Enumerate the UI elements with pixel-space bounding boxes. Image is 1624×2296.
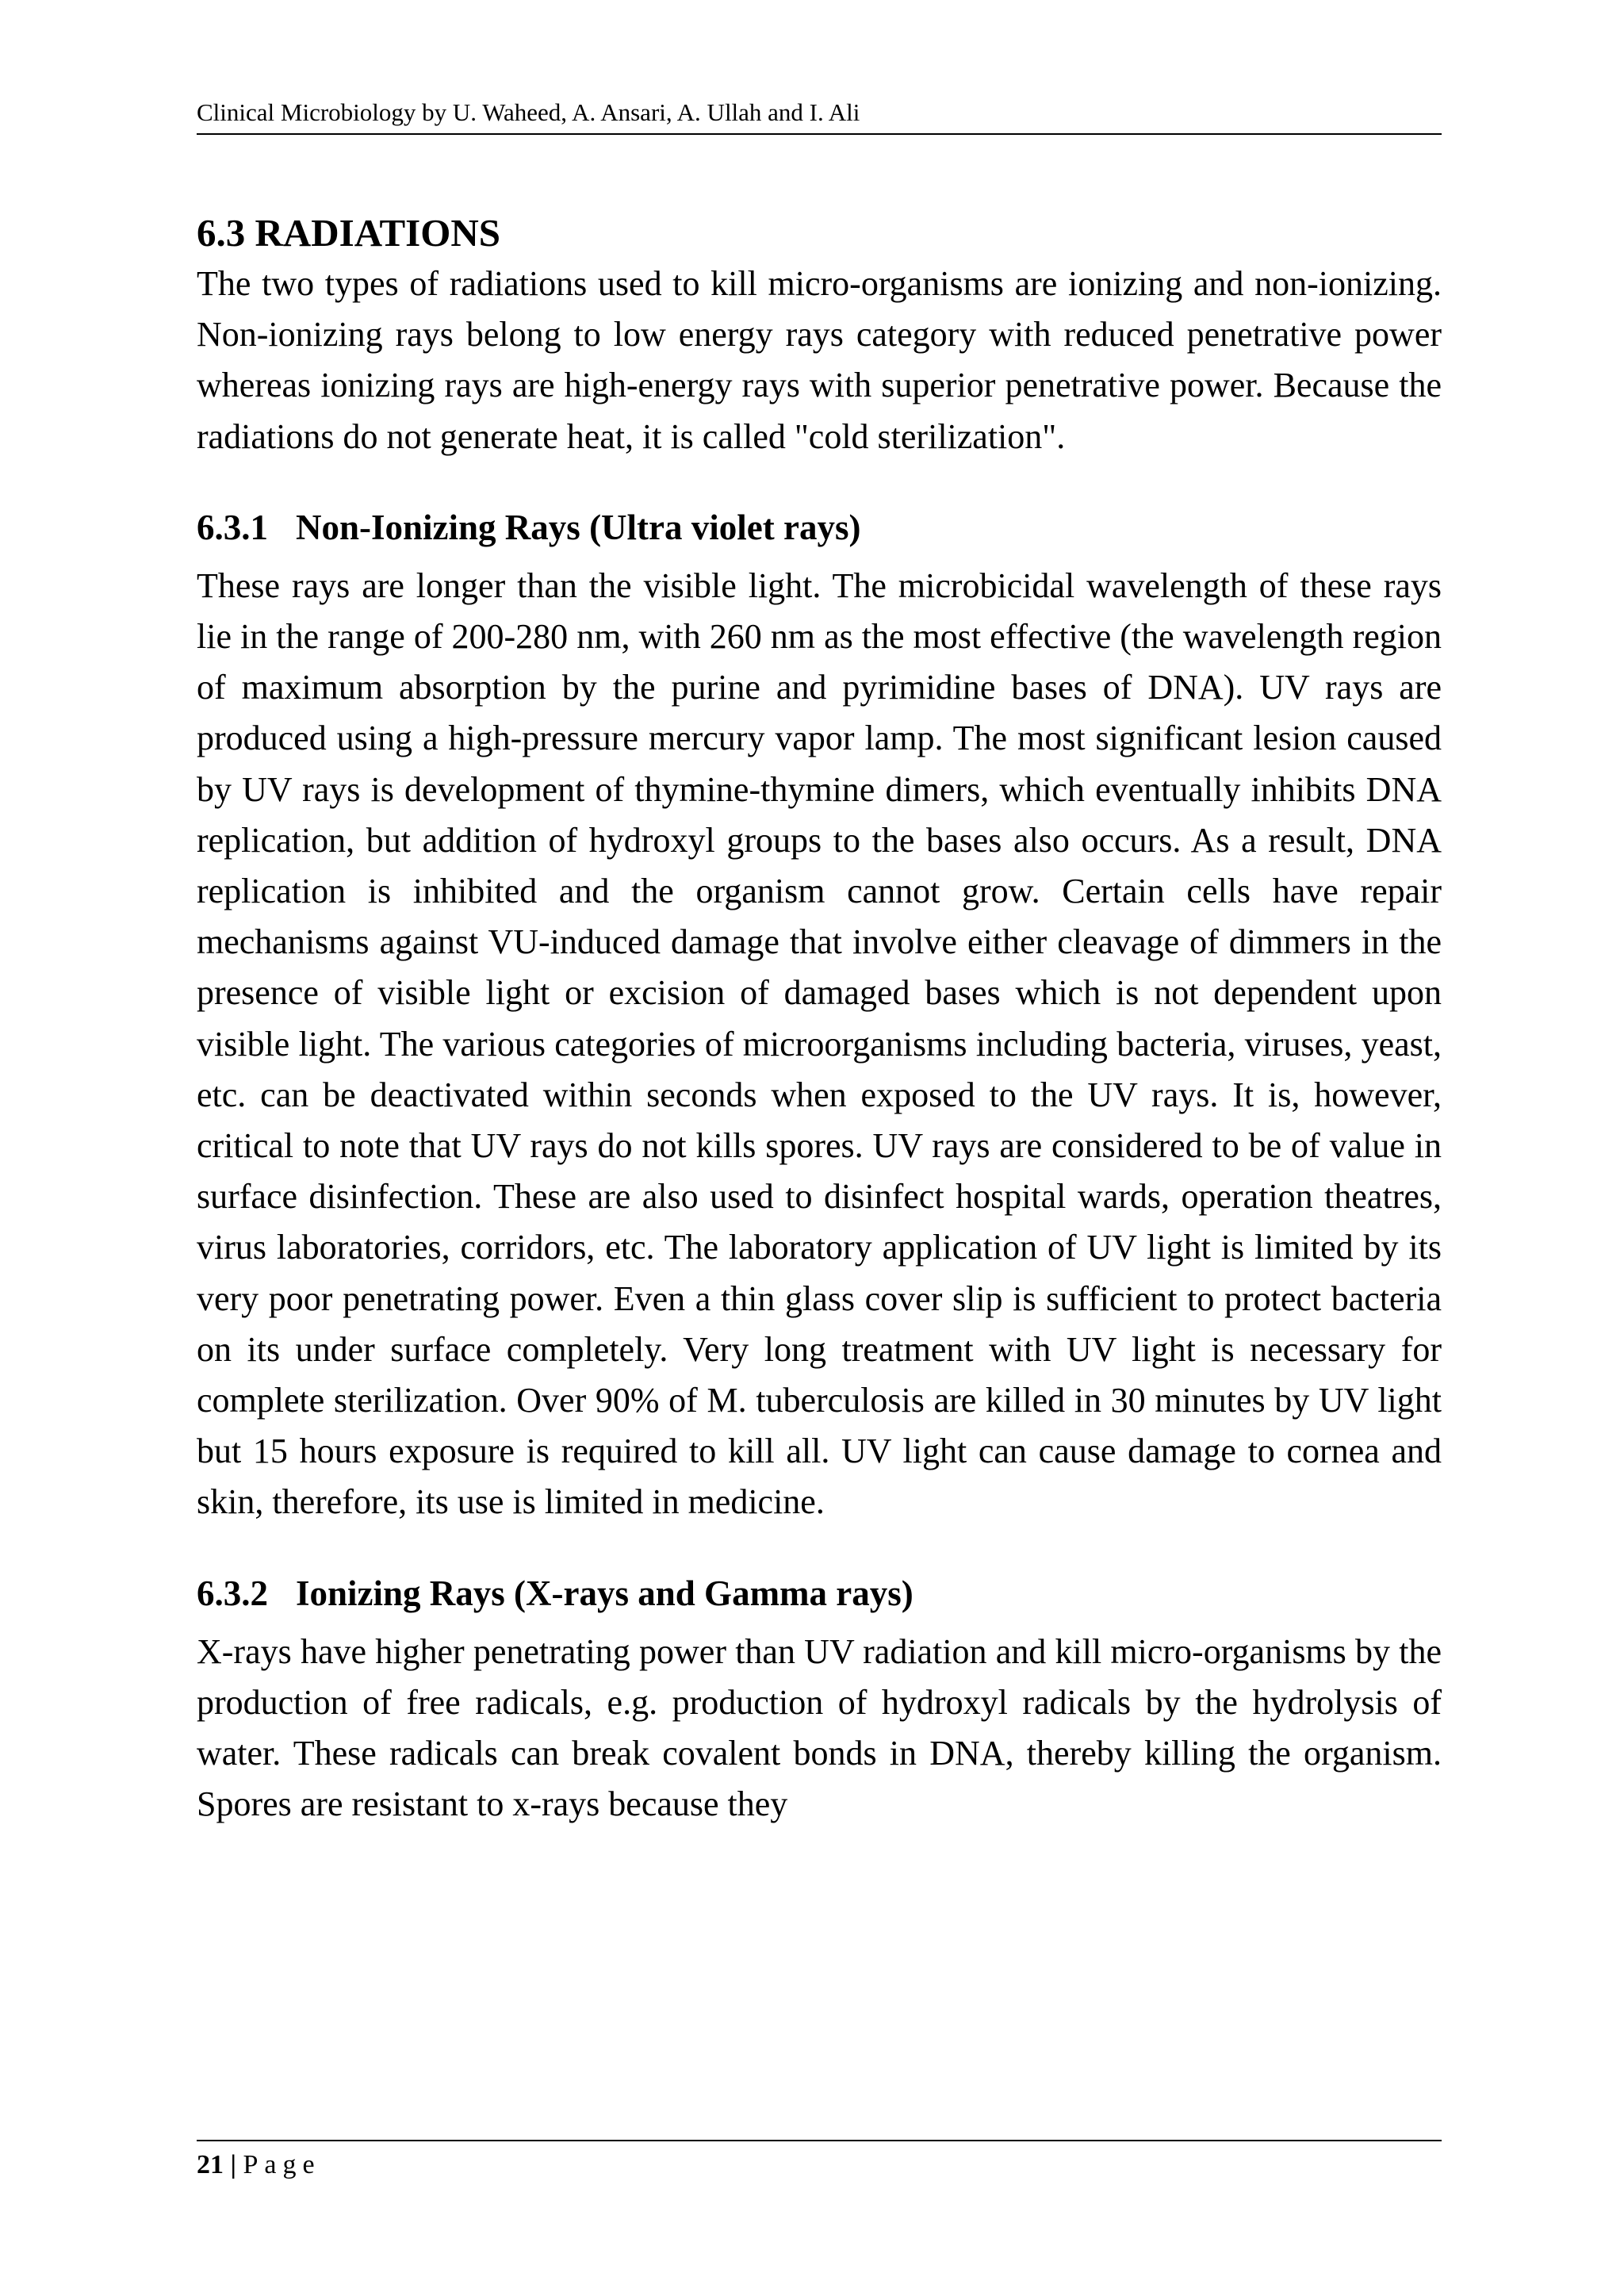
page-label: Page [243, 2150, 321, 2179]
subsection-number: 6.3.1 [197, 507, 268, 547]
page-number: 21 [197, 2150, 224, 2179]
subsection-title-non-ionizing [197, 504, 1442, 551]
spacer [197, 551, 1442, 561]
header-rule [197, 133, 1442, 135]
page-content [197, 208, 1442, 1830]
subsection-heading-text: Ionizing Rays (X-rays and Gamma rays) [296, 1573, 914, 1613]
spacer [197, 1617, 1442, 1627]
running-header: Clinical Microbiology by U. Waheed, A. Ansari, A. Ullah and I. Ali [197, 98, 860, 126]
page-footer [197, 2148, 321, 2183]
spacer [197, 1528, 1442, 1570]
footer-rule [197, 2140, 1442, 2141]
non-ionizing-paragraph: These rays are longer than the visible light. The microbicidal wavelength of these rays lie in the range of 200-280 nm, with 260 nm as the most effective (the wavelength region of maximum absorption by the purine and pyrimidine bases of DNA). UV rays are produced using a high-pressure mercury vapor lamp. The most significant lesion caused by UV rays is development of thymine-thymine dimers, which eventually inhibits DNA replication, but addition of hydroxyl groups to the bases also occurs. As a result, DNA replication is inhibited and the organism cannot grow. Certain cells have repair mechanisms against VU-induced damage that involve either cleavage of dimmers in the presence of visible light or excision of damaged bases which is not dependent upon visible light. The various categories of microorganisms including bacteria, viruses, yeast, etc. can be deactivated within seconds when exposed to the UV rays. It is, however, critical to note that UV rays do not kills spores. UV rays are considered to be of value in surface disinfection. These are also used to disinfect hospital wards, operation theatres, virus laboratories, corridors, etc. The laboratory application of UV light is limited by its very poor penetrating power. Even a thin glass cover slip is sufficient to protect bacteria on its under surface completely. Very long treatment with UV light is necessary for complete sterilization. Over 90% of M. tuberculosis are killed in 30 minutes by UV light but 15 hours exposure is required to kill all. UV light can cause damage to cornea and skin, therefore, its use is limited in medicine. [197, 565, 1442, 1522]
section-title: 6.3 RADIATIONS [197, 211, 500, 255]
ionizing-paragraph: X-rays have higher penetrating power than UV radiation and kill micro-organisms by the production of free radicals, e.g. production of hydroxyl radicals by the hydrolysis of water. These radicals can break covalent bonds in DNA, thereby killing the organism. Spores are resistant to x-rays because they [197, 1631, 1442, 1824]
spacer [197, 462, 1442, 504]
subsection-number: 6.3.2 [197, 1573, 268, 1613]
section-intro-paragraph: The two types of radiations used to kill micro-organisms are ionizing and non-ionizing. Non-ionizing rays belong to low energy rays category with reduced penetrative power whereas ionizing rays are high-energy rays with superior penetrative power. Because the radiations do not generate heat, it is called "cold sterilization". [197, 264, 1442, 456]
footer-separator: | [230, 2150, 236, 2179]
subsection-title-ionizing [197, 1570, 1442, 1617]
subsection-heading-text: Non-Ionizing Rays (Ultra violet rays) [296, 507, 861, 547]
